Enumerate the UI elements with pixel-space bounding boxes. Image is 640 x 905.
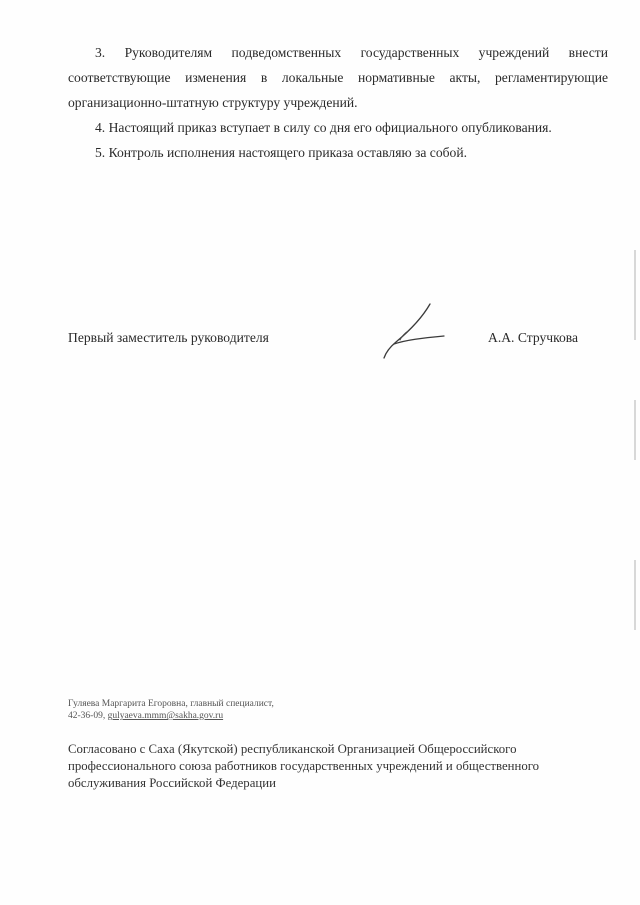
paragraph-item-3: 3. Руководителям подведомственных государственных учреждений внести соответствующие изменения в локальные нормативные акты, регламентирующие организационно-штатную структуру учреждений. [68, 45, 608, 110]
signature-block [68, 328, 608, 368]
scan-edge-mark [634, 560, 636, 630]
agreement-line: Согласовано с Саха (Якутской) республиканской Организацией Общероссийского [68, 742, 517, 756]
contact-phone: 42-36-09, [68, 711, 106, 721]
paragraph-item-4: 4. Настоящий приказ вступает в силу со дня его официального опубликования. [95, 120, 552, 135]
document-body [68, 40, 608, 165]
agreement-note [68, 741, 588, 792]
contact-info [68, 698, 274, 722]
agreement-line: обслуживания Российской Федерации [68, 776, 276, 790]
contact-author: Гуляева Маргарита Егоровна, главный специалист, [68, 699, 274, 709]
agreement-line: профессионального союза работников государственных учреждений и общественного [68, 759, 540, 773]
signatory-title: Первый заместитель руководителя [68, 330, 269, 345]
handwritten-signature [378, 300, 448, 362]
contact-phone-email [68, 710, 274, 722]
contact-email: gulyaeva.mmm@sakha.gov.ru [107, 711, 224, 721]
scan-edge-mark [634, 400, 636, 460]
scan-edge-mark [634, 250, 636, 340]
paragraph-item-5: 5. Контроль исполнения настоящего приказа оставляю за собой. [95, 145, 468, 160]
signatory-name: А.А. Стручкова [488, 330, 579, 345]
